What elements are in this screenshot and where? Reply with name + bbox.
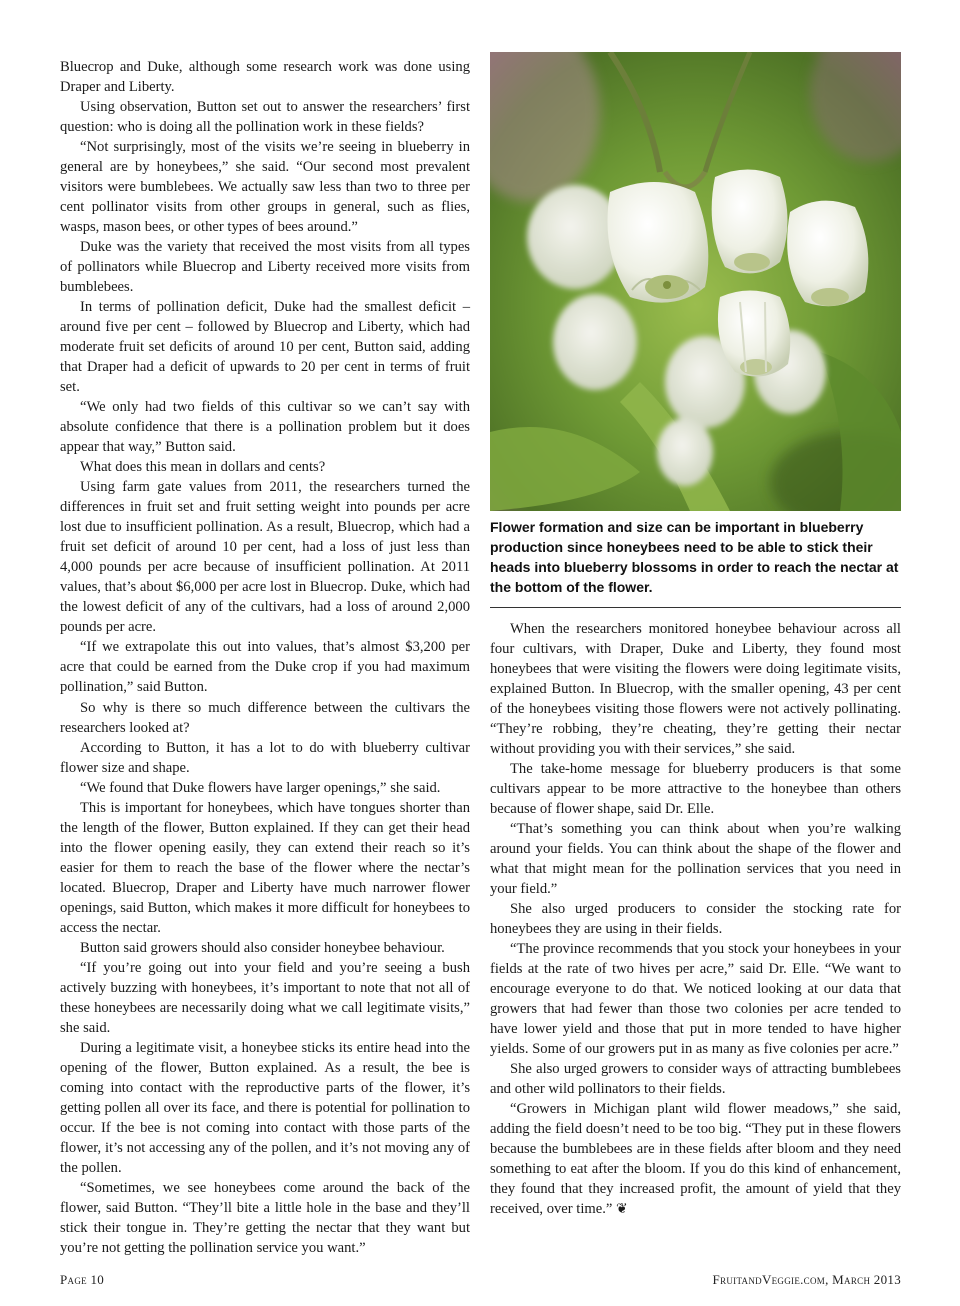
paragraph: “The province recommends that you stock your honeybees in your fields at the rate of two hives per acre,” said Dr. Elle. “We want to encourage everyone to do that. We noticed looking at our data that growers that had fewer than those two colonies per acre tended to have lower yield and those that put in more tended to have higher yields. Some of our growers put in as many as five colonies per acre.” xyxy=(490,941,901,1058)
paragraph: This is important for honeybees, which have tongues shorter than the length of the flower, Button explained. If they can get their head into the flower opening easily, they can extend their reach so it’s easier for them to reach the base of the flower where the nectar’s located. Bluecrop, Draper and Liberty have much narrower flower openings, said Button, which makes it more difficult for honeybees to access the nectar. xyxy=(60,799,470,936)
paragraph: Using observation, Button set out to answer the researchers’ first question: who is doing all the pollination work in these fields? xyxy=(60,99,470,136)
paragraph: “Growers in Michigan plant wild flower meadows,” she said, adding the field doesn’t need to be too big. “They put in these flowers because the bumblebees are in these fields after bloom and they need something to eat after the bloom. If you do this kind of enhancement, they found that they increased profit, the amount of yield that they received, over time.” ❦ xyxy=(490,1101,901,1218)
paragraph: “Sometimes, we see honeybees come around the back of the flower, said Button. “They’ll bite a little hole in the base and they’ll stick their tongue in. They’re getting the nectar that they want but you’re not getting the pollination service you want.” xyxy=(60,1179,470,1256)
paragraph: She also urged growers to consider ways of attracting bumblebees and other wild pollinators to their fields. xyxy=(490,1061,901,1098)
paragraph: “That’s something you can think about when you’re walking around your fields. You can think about the shape of the flower and what that might mean for the pollination services that you need in your field.” xyxy=(490,821,901,898)
paragraph: Using farm gate values from 2011, the researchers turned the differences in fruit set and fruit setting weight into pounds per acre lost due to insufficient pollination. As a result, Bluecrop, which had a fruit set deficit of around 10 per cent, had a loss of just less than 4,000 pounds per acre because of insufficient pollination. At 2011 values, that’s about $6,000 per acre lost in Bluecrop. Duke, which had the lowest deficit of any of the cultivars, had a loss of around 2,000 pounds per acre. xyxy=(60,479,470,636)
paragraph: When the researchers monitored honeybee behaviour across all four cultivars, with Draper, Duke and Liberty, they found most honeybees that were visiting the flowers were doing legitimate visits, explained Button. In Bluecrop, with the smaller opening, 43 per cent of the honeybees visiting those flowers were not actively pollinating. “They’re robbing, they’re cheating, they’re getting their nectar without providing you with their services,” she said. xyxy=(490,621,901,758)
paragraph: According to Button, it has a lot to do with blueberry cultivar flower size and shape. xyxy=(60,739,470,776)
left-column xyxy=(60,57,470,1258)
paragraph: She also urged producers to consider the stocking rate for honeybees they are using in their fields. xyxy=(490,901,901,938)
blueberry-blossom-photo xyxy=(490,52,901,511)
caption-divider xyxy=(490,607,901,608)
paragraph: “We found that Duke flowers have larger openings,” she said. xyxy=(80,779,441,796)
paragraph: In terms of pollination deficit, Duke had the smallest deficit – around five per cent – followed by Bluecrop and Liberty, which had moderate fruit set deficits of around 10 per cent, Button said, adding that Draper had a deficit of upwards to 20 per cent in terms of fruit set. xyxy=(60,299,470,396)
paragraph: “If we extrapolate this out into values, that’s almost $3,200 per acre that could be earned from the Duke crop if you had maximum pollination,” said Button. xyxy=(60,639,470,696)
paragraph: The take-home message for blueberry producers is that some cultivars appear to be more attractive to the honeybee than others because of flower shape, said Dr. Elle. xyxy=(490,761,901,818)
paragraph: Button said growers should also consider honeybee behaviour. xyxy=(80,939,445,956)
page-number: Page 10 xyxy=(60,1272,105,1287)
end-mark-icon: ❦ xyxy=(616,1202,628,1218)
paragraph: Bluecrop and Duke, although some research work was done using Draper and Liberty. xyxy=(60,59,470,96)
publication-footer: FruitandVeggie.com, March 2013 xyxy=(712,1272,901,1287)
paragraph: During a legitimate visit, a honeybee sticks its entire head into the opening of the flower, Button explained. As a result, the bee is coming into contact with the reproductive parts of the flower, it’s getting pollen all over its face, and there is potential for pollination to occur. If the bee is not coming into contact with those parts of the flower, it’s not accessing any of the pollen, and it’s not moving any of the pollen. xyxy=(60,1039,470,1176)
paragraph: Duke was the variety that received the most visits from all types of pollinators while Bluecrop and Liberty received more visits from bumblebees. xyxy=(60,239,470,296)
paragraph: “Not surprisingly, most of the visits we’re seeing in blueberry in general are by honeybees,” she said. “Our second most prevalent visitors were bumblebees. We actually saw less than two to three per cent pollinator visits from other groups in general, such as flies, wasps, mason bees, or other types of bees around.” xyxy=(60,139,470,236)
paragraph: So why is there so much difference between the cultivars the researchers looked at? xyxy=(60,699,470,736)
paragraph: “We only had two fields of this cultivar so we can’t say with absolute confidence that there is a pollination problem but it does appear that way,” Button said. xyxy=(60,399,470,456)
right-column xyxy=(490,619,901,1220)
paragraph: What does this mean in dollars and cents? xyxy=(80,459,326,476)
blossom-illustration xyxy=(490,52,901,511)
photo-caption: Flower formation and size can be important in blueberry production since honeybees need to be able to stick their heads into blueberry blossoms in order to reach the nectar at the bottom of the flower. xyxy=(490,519,899,595)
paragraph: “If you’re going out into your field and you’re seeing a bush actively buzzing with honeybees, it’s important to note that not all of these honeybees are necessarily doing what we call legitimate visits,” she said. xyxy=(60,959,470,1036)
